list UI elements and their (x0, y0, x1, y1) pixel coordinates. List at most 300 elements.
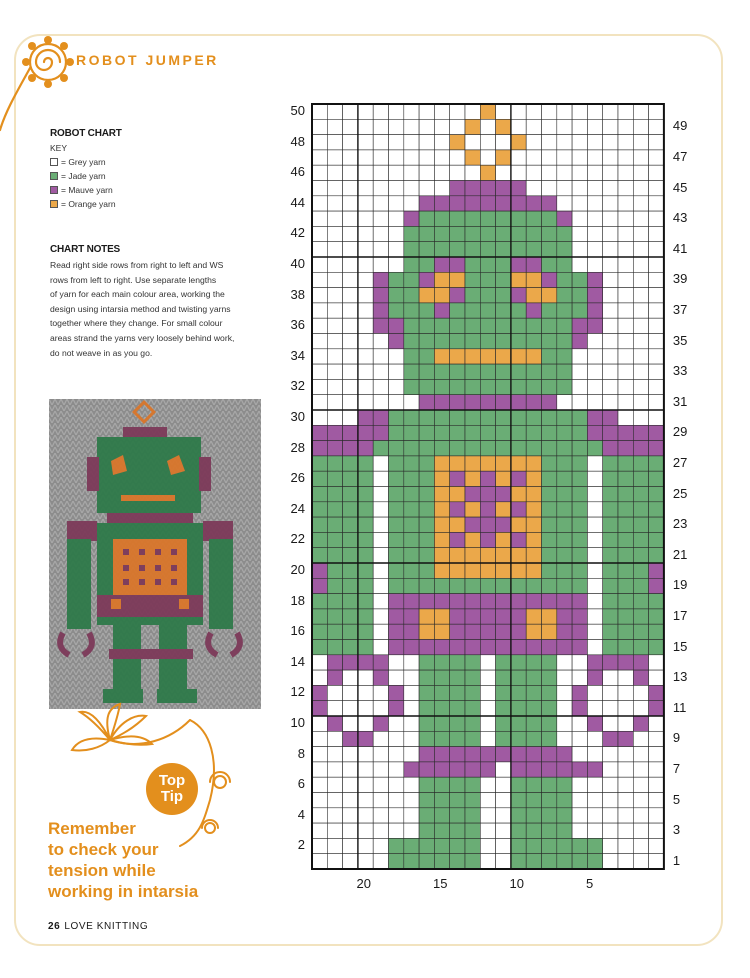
chart-stitch (358, 563, 373, 578)
chart-stitch (480, 594, 495, 609)
chart-stitch (419, 747, 434, 762)
chart-stitch (633, 854, 648, 869)
chart-stitch (358, 196, 373, 211)
notes-line: of yarn for each main colour area, working the (50, 289, 225, 300)
chart-stitch (327, 242, 342, 257)
chart-stitch (465, 410, 480, 425)
chart-stitch (511, 487, 526, 502)
chart-stitch (419, 716, 434, 731)
chart-stitch (327, 517, 342, 532)
chart-stitch (587, 410, 602, 425)
chart-stitch (450, 716, 465, 731)
chart-stitch (327, 303, 342, 318)
chart-stitch (572, 594, 587, 609)
chart-stitch (603, 808, 618, 823)
chart-stitch (618, 685, 633, 700)
chart-stitch (618, 487, 633, 502)
chart-stitch (327, 211, 342, 226)
chart-stitch (389, 762, 404, 777)
row-number-label: 25 (672, 485, 688, 501)
chart-stitch (343, 838, 358, 853)
row-number-label: 35 (672, 332, 688, 348)
chart-stitch (404, 609, 419, 624)
chart-stitch (542, 364, 557, 379)
chart-stitch (633, 716, 648, 731)
chart-stitch (404, 425, 419, 440)
chart-stitch (587, 563, 602, 578)
chart-stitch (404, 456, 419, 471)
row-number-label: 23 (672, 516, 688, 532)
chart-stitch (603, 624, 618, 639)
chart-stitch (649, 609, 664, 624)
chart-stitch (358, 303, 373, 318)
chart-stitch (480, 257, 495, 272)
chart-stitch (373, 563, 388, 578)
chart-stitch (603, 181, 618, 196)
chart-stitch (373, 655, 388, 670)
chart-stitch (465, 747, 480, 762)
chart-stitch (526, 747, 541, 762)
chart-stitch (312, 349, 327, 364)
row-number-label: 7 (672, 760, 681, 776)
chart-stitch (587, 762, 602, 777)
chart-stitch (557, 624, 572, 639)
chart-stitch (404, 471, 419, 486)
chart-stitch (572, 135, 587, 150)
chart-stitch (327, 793, 342, 808)
chart-stitch (603, 777, 618, 792)
chart-stitch (327, 196, 342, 211)
chart-stitch (434, 716, 449, 731)
chart-stitch (587, 425, 602, 440)
chart-stitch (419, 456, 434, 471)
chart-stitch (434, 119, 449, 134)
chart-stitch (312, 303, 327, 318)
chart-stitch (633, 181, 648, 196)
chart-stitch (633, 211, 648, 226)
chart-stitch (343, 578, 358, 593)
chart-stitch (496, 242, 511, 257)
chart-stitch (358, 487, 373, 502)
chart-stitch (450, 181, 465, 196)
chart-stitch (312, 211, 327, 226)
chart-stitch (343, 548, 358, 563)
chart-stitch (450, 685, 465, 700)
chart-stitch (572, 349, 587, 364)
chart-stitch (434, 655, 449, 670)
chart-stitch (343, 823, 358, 838)
chart-stitch (434, 334, 449, 349)
chart-stitch (389, 364, 404, 379)
chart-stitch (603, 793, 618, 808)
chart-stitch (649, 441, 664, 456)
chart-stitch (465, 395, 480, 410)
chart-stitch (618, 242, 633, 257)
chart-stitch (465, 594, 480, 609)
chart-stitch (649, 548, 664, 563)
chart-stitch (511, 854, 526, 869)
chart-stitch (312, 425, 327, 440)
chart-stitch (465, 517, 480, 532)
chart-stitch (404, 334, 419, 349)
chart-stitch (526, 150, 541, 165)
chart-stitch (511, 624, 526, 639)
chart-stitch (480, 854, 495, 869)
chart-stitch (572, 119, 587, 134)
chart-stitch (618, 441, 633, 456)
chart-stitch (633, 104, 648, 119)
row-number-label: 40 (290, 256, 305, 271)
tip-line: to check your (48, 840, 159, 859)
chart-stitch (389, 640, 404, 655)
chart-stitch (572, 104, 587, 119)
chart-stitch (526, 793, 541, 808)
chart-stitch (480, 762, 495, 777)
chart-stitch (572, 471, 587, 486)
chart-stitch (526, 226, 541, 241)
chart-stitch (434, 838, 449, 853)
badge-line: Tip (160, 788, 184, 805)
chart-stitch (633, 502, 648, 517)
chart-stitch (343, 349, 358, 364)
chart-stitch (465, 548, 480, 563)
chart-stitch (603, 747, 618, 762)
chart-stitch (618, 762, 633, 777)
chart-stitch (343, 334, 358, 349)
row-number-label: 16 (290, 623, 305, 639)
row-number-label: 39 (672, 271, 688, 287)
chart-stitch (327, 456, 342, 471)
chart-stitch (465, 196, 480, 211)
chart-stitch (618, 425, 633, 440)
chart-stitch (312, 181, 327, 196)
tip-text (48, 818, 248, 902)
chart-stitch (542, 777, 557, 792)
chart-stitch (419, 165, 434, 180)
chart-stitch (587, 716, 602, 731)
chart-stitch (358, 364, 373, 379)
chart-stitch (312, 532, 327, 547)
chart-stitch (526, 181, 541, 196)
chart-stitch (404, 211, 419, 226)
row-number-label: 45 (672, 179, 688, 195)
chart-stitch (572, 226, 587, 241)
chart-stitch (480, 456, 495, 471)
chart-stitch (618, 808, 633, 823)
chart-stitch (358, 150, 373, 165)
chart-stitch (633, 456, 648, 471)
chart-stitch (312, 135, 327, 150)
chart-stitch (419, 303, 434, 318)
chart-stitch (542, 762, 557, 777)
chart-stitch (633, 548, 648, 563)
chart-stitch (389, 731, 404, 746)
chart-stitch (419, 532, 434, 547)
chart-stitch (434, 731, 449, 746)
chart-stitch (480, 196, 495, 211)
chart-stitch (557, 410, 572, 425)
chart-stitch (480, 624, 495, 639)
chart-stitch (557, 808, 572, 823)
chart-stitch (373, 364, 388, 379)
chart-stitch (343, 471, 358, 486)
chart-stitch (373, 716, 388, 731)
chart-stitch (434, 854, 449, 869)
chart-stitch (618, 196, 633, 211)
chart-stitch (373, 471, 388, 486)
chart-stitch (480, 349, 495, 364)
chart-stitch (603, 349, 618, 364)
chart-stitch (373, 104, 388, 119)
chart-stitch (526, 441, 541, 456)
chart-stitch (343, 318, 358, 333)
chart-stitch (434, 257, 449, 272)
chart-stitch (465, 624, 480, 639)
key-label: = Grey yarn (61, 157, 106, 167)
chart-stitch (419, 502, 434, 517)
chart-stitch (542, 395, 557, 410)
chart-stitch (434, 823, 449, 838)
chart-stitch (358, 716, 373, 731)
chart-stitch (511, 303, 526, 318)
chart-stitch (327, 609, 342, 624)
chart-stitch (312, 777, 327, 792)
row-number-label: 48 (290, 133, 305, 149)
chart-stitch (649, 257, 664, 272)
chart-stitch (465, 425, 480, 440)
chart-stitch (496, 640, 511, 655)
chart-stitch (511, 548, 526, 563)
orange-swatch (50, 200, 58, 208)
chart-stitch (496, 349, 511, 364)
chart-stitch (404, 364, 419, 379)
chart-stitch (526, 456, 541, 471)
chart-stitch (419, 701, 434, 716)
chart-stitch (526, 762, 541, 777)
chart-stitch (557, 747, 572, 762)
chart-stitch (496, 471, 511, 486)
column-number-label: 10 (509, 876, 525, 891)
chart-stitch (618, 150, 633, 165)
chart-stitch (343, 425, 358, 440)
chart-stitch (480, 640, 495, 655)
chart-stitch (480, 165, 495, 180)
chart-stitch (450, 823, 465, 838)
row-number-label: 12 (290, 684, 305, 700)
chart-stitch (572, 701, 587, 716)
chart-stitch (327, 410, 342, 425)
chart-stitch (603, 379, 618, 394)
chart-stitch (618, 777, 633, 792)
chart-stitch (358, 517, 373, 532)
chart-stitch (572, 532, 587, 547)
chart-stitch (618, 104, 633, 119)
chart-stitch (603, 226, 618, 241)
chart-stitch (587, 165, 602, 180)
chart-stitch (450, 104, 465, 119)
chart-stitch (404, 854, 419, 869)
chart-stitch (603, 563, 618, 578)
chart-stitch (404, 150, 419, 165)
chart-stitch (511, 318, 526, 333)
chart-stitch (419, 838, 434, 853)
chart-stitch (480, 211, 495, 226)
chart-stitch (587, 334, 602, 349)
chart-stitch (526, 838, 541, 853)
chart-stitch (450, 119, 465, 134)
chart-stitch (343, 410, 358, 425)
chart-stitch (557, 777, 572, 792)
chart-stitch (557, 119, 572, 134)
chart-stitch (511, 517, 526, 532)
chart-stitch (450, 379, 465, 394)
chart-stitch (419, 425, 434, 440)
knitted-robot-photo (49, 399, 261, 709)
chart-stitch (480, 318, 495, 333)
chart-stitch (587, 854, 602, 869)
chart-stitch (404, 410, 419, 425)
chart-stitch (542, 701, 557, 716)
chart-stitch (434, 808, 449, 823)
chart-stitch (603, 441, 618, 456)
chart-stitch (649, 487, 664, 502)
chart-stitch (649, 838, 664, 853)
chart-stitch (389, 701, 404, 716)
chart-stitch (327, 670, 342, 685)
chart-stitch (496, 548, 511, 563)
chart-stitch (343, 441, 358, 456)
chart-stitch (373, 272, 388, 287)
chart-stitch (480, 135, 495, 150)
chart-stitch (587, 196, 602, 211)
chart-stitch (557, 456, 572, 471)
chart-stitch (618, 854, 633, 869)
chart-stitch (649, 747, 664, 762)
chart-stitch (618, 624, 633, 639)
chart-heading: ROBOT CHART (50, 128, 122, 139)
chart-stitch (618, 563, 633, 578)
chart-stitch (419, 685, 434, 700)
chart-stitch (419, 823, 434, 838)
chart-stitch (557, 150, 572, 165)
chart-stitch (572, 502, 587, 517)
chart-stitch (542, 135, 557, 150)
chart-stitch (587, 456, 602, 471)
chart-stitch (649, 318, 664, 333)
chart-stitch (618, 532, 633, 547)
row-number-label: 29 (672, 424, 688, 440)
chart-stitch (480, 685, 495, 700)
chart-stitch (572, 181, 587, 196)
chart-stitch (526, 777, 541, 792)
chart-stitch (465, 135, 480, 150)
chart-stitch (465, 364, 480, 379)
chart-stitch (511, 334, 526, 349)
chart-stitch (618, 318, 633, 333)
chart-stitch (343, 272, 358, 287)
chart-stitch (389, 441, 404, 456)
chart-stitch (450, 655, 465, 670)
chart-stitch (526, 670, 541, 685)
chart-stitch (526, 548, 541, 563)
chart-stitch (511, 502, 526, 517)
chart-stitch (327, 716, 342, 731)
chart-stitch (465, 226, 480, 241)
chart-stitch (542, 747, 557, 762)
chart-stitch (419, 150, 434, 165)
chart-stitch (649, 104, 664, 119)
chart-stitch (511, 257, 526, 272)
chart-stitch (496, 196, 511, 211)
chart-stitch (373, 303, 388, 318)
chart-stitch (373, 135, 388, 150)
chart-stitch (343, 731, 358, 746)
chart-stitch (618, 303, 633, 318)
chart-stitch (389, 685, 404, 700)
chart-stitch (496, 823, 511, 838)
chart-stitch (618, 502, 633, 517)
chart-stitch (618, 793, 633, 808)
chart-stitch (511, 441, 526, 456)
chart-stitch (358, 211, 373, 226)
chart-stitch (649, 349, 664, 364)
chart-stitch (557, 655, 572, 670)
grey-swatch (50, 158, 58, 166)
chart-stitch (587, 395, 602, 410)
chart-stitch (526, 578, 541, 593)
chart-stitch (480, 716, 495, 731)
chart-stitch (419, 211, 434, 226)
chart-stitch (465, 242, 480, 257)
chart-stitch (496, 318, 511, 333)
chart-stitch (633, 135, 648, 150)
chart-stitch (434, 379, 449, 394)
chart-stitch (511, 808, 526, 823)
chart-stitch (649, 165, 664, 180)
chart-stitch (389, 257, 404, 272)
chart-stitch (327, 288, 342, 303)
chart-stitch (557, 165, 572, 180)
chart-stitch (312, 793, 327, 808)
chart-stitch (603, 196, 618, 211)
chart-stitch (465, 502, 480, 517)
chart-stitch (572, 548, 587, 563)
chart-stitch (404, 655, 419, 670)
chart-stitch (358, 379, 373, 394)
chart-stitch (557, 854, 572, 869)
chart-stitch (465, 854, 480, 869)
chart-stitch (526, 379, 541, 394)
chart-stitch (389, 777, 404, 792)
chart-stitch (511, 196, 526, 211)
chart-stitch (404, 624, 419, 639)
chart-stitch (511, 578, 526, 593)
chart-stitch (511, 762, 526, 777)
chart-stitch (450, 395, 465, 410)
chart-stitch (618, 716, 633, 731)
chart-stitch (450, 624, 465, 639)
chart-stitch (542, 808, 557, 823)
chart-stitch (343, 456, 358, 471)
chart-stitch (587, 104, 602, 119)
row-number-label: 43 (672, 210, 688, 226)
chart-stitch (419, 640, 434, 655)
chart-stitch (557, 334, 572, 349)
chart-stitch (404, 747, 419, 762)
row-number-label: 31 (672, 393, 688, 409)
chart-stitch (434, 594, 449, 609)
chart-stitch (603, 303, 618, 318)
